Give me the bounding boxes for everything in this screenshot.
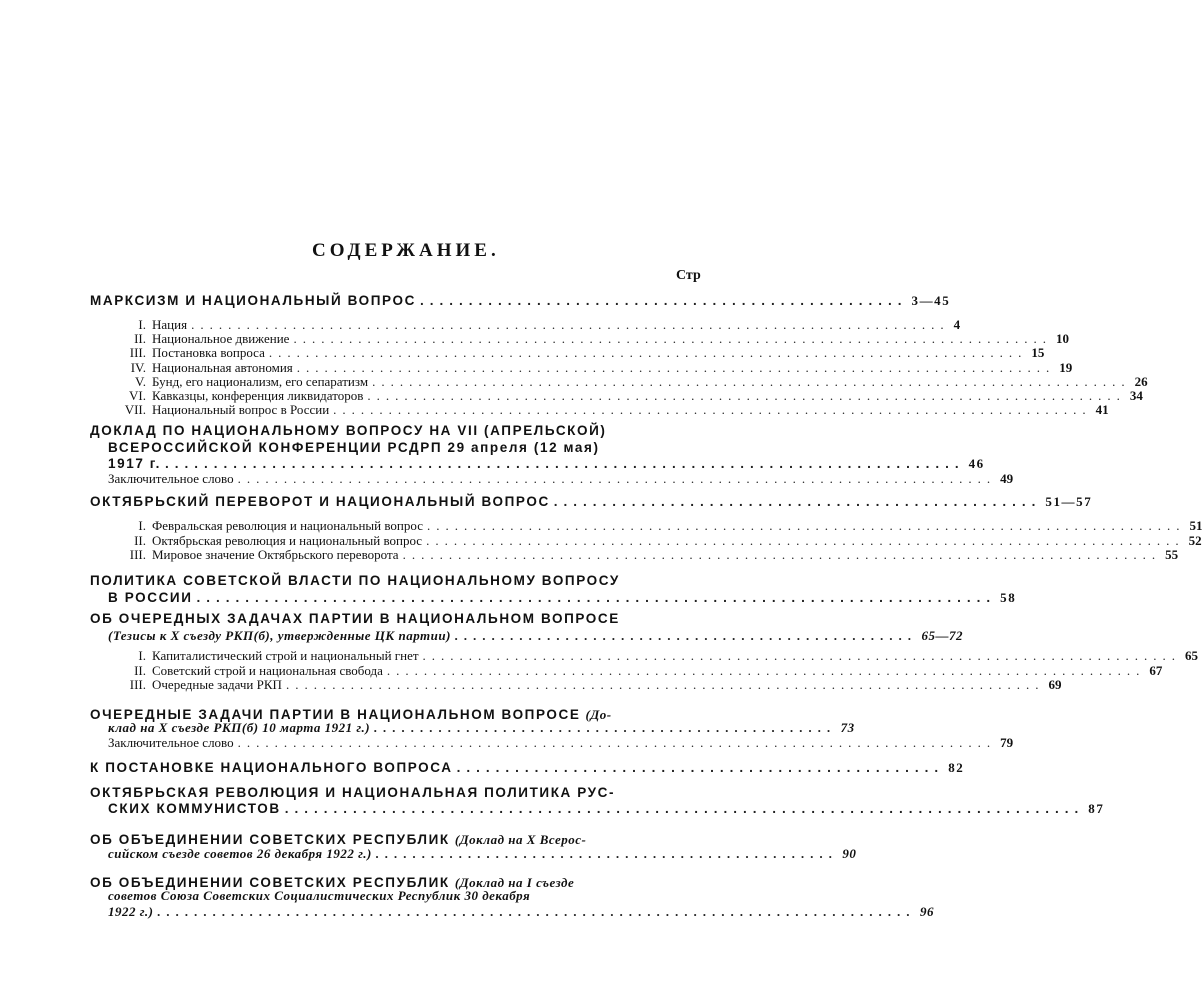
item-title: Очередные задачи РКП <box>152 677 282 692</box>
leader-dots: .................................................................................. <box>372 373 1131 389</box>
section-page: 96 <box>919 904 934 919</box>
toc-section-october[interactable] <box>90 494 1093 510</box>
page-title: СОДЕРЖАНИЕ. <box>312 240 500 261</box>
section-title: ОБ ОБЪЕДИНЕНИИ СОВЕТСКИХ РЕСПУБЛИК <box>90 875 450 890</box>
item-title: Советский строй и национальная свобода <box>152 662 383 678</box>
item-number: III. <box>129 547 146 562</box>
toc-section-october-policy-line2[interactable] <box>108 801 1105 817</box>
item-number: I. <box>138 518 146 533</box>
toc-section-report-vii-line3[interactable] <box>108 456 985 472</box>
toc-item-closing-word-1[interactable] <box>108 471 1014 487</box>
item-page: 55 <box>1165 547 1179 562</box>
leader-dots: .................................................................................. <box>333 402 1092 418</box>
section-pages: 3—45 <box>911 293 951 308</box>
item-page: 15 <box>1031 345 1045 361</box>
section-subtitle: (Тезисы к X съезду РКП(б), утвержденные ЦК партии) <box>108 628 451 643</box>
section-page: 87 <box>1088 801 1105 816</box>
leader-dots: .................................................. <box>419 293 908 308</box>
item-title: Бунд, его национализм, его сепаратизм <box>152 373 369 389</box>
item-number: I. <box>138 648 146 663</box>
item-page: 10 <box>1055 331 1069 347</box>
toc-item[interactable] <box>108 677 1062 693</box>
section-note-end: 1922 г.) <box>108 904 154 919</box>
item-title: Нация <box>152 317 188 332</box>
item-page: 34 <box>1129 388 1143 403</box>
section-pages: 65—72 <box>921 628 963 643</box>
section-title-end: 1917 г. <box>108 456 162 471</box>
toc-section-tasks-line1[interactable]: ОБ ОЧЕРЕДНЫХ ЗАДАЧАХ ПАРТИИ В НАЦИОНАЛЬНОМ ВОПРОСЕ <box>90 611 620 626</box>
section-title-end: СКИХ КОММУНИСТОВ <box>108 801 281 816</box>
toc-section-soviet-policy-line2[interactable] <box>108 590 1017 606</box>
item-title: Капиталистический строй и национальный гнет <box>152 648 419 663</box>
toc-section-soviet-policy-line1[interactable]: ПОЛИТИКА СОВЕТСКОЙ ВЛАСТИ ПО НАЦИОНАЛЬНОМУ ВОПРОСУ <box>90 573 620 588</box>
leader-dots: .................................................................................. <box>268 345 1028 361</box>
toc-item[interactable] <box>108 547 1179 563</box>
toc-section-report-vii-line1[interactable]: ДОКЛАД ПО НАЦИОНАЛЬНОМУ ВОПРОСУ НА VII (АПРЕЛЬСКОЙ) <box>90 423 607 438</box>
item-page: 19 <box>1059 359 1073 375</box>
item-title: Октябрьская революция и национальный вопрос <box>152 532 423 548</box>
toc-item-closing-word-2[interactable] <box>108 735 1014 751</box>
item-page: 65 <box>1185 648 1199 663</box>
item-page: 41 <box>1095 402 1109 418</box>
item-page: 4 <box>953 317 961 332</box>
item-title: Мировое значение Октябрьского переворота <box>152 547 399 562</box>
leader-dots: .................................................................................. <box>422 648 1182 663</box>
item-page: 79 <box>1000 735 1014 750</box>
item-title: Национальное движение <box>152 331 290 347</box>
leader-dots: .................................................. <box>375 846 839 861</box>
toc-section-national-question[interactable] <box>90 760 965 776</box>
item-page: 69 <box>1048 677 1062 692</box>
item-title: Кавказцы, конференция ликвидаторов <box>152 388 364 403</box>
section-pages: 51—57 <box>1045 494 1093 509</box>
section-page: 90 <box>842 846 857 861</box>
item-page: 49 <box>1000 471 1014 486</box>
toc-section-report-vii-line2[interactable]: ВСЕРОССИЙСКОЙ КОНФЕРЕНЦИИ РСДРП 29 апреля (12 мая) <box>108 440 600 455</box>
toc-section-october-policy-line1[interactable]: ОКТЯБРЬСКАЯ РЕВОЛЮЦИЯ И НАЦИОНАЛЬНАЯ ПОЛИТИКА РУС- <box>90 785 616 800</box>
item-number: VI. <box>129 388 146 403</box>
section-title: ОКТЯБРЬСКИЙ ПЕРЕВОРОТ И НАЦИОНАЛЬНЫЙ ВОПРОС <box>90 494 550 509</box>
leader-dots: .................................................................................. <box>237 735 997 750</box>
section-page: 73 <box>840 720 855 735</box>
item-title: Постановка вопроса <box>152 345 265 361</box>
toc-section-union-1-line2[interactable] <box>108 846 857 862</box>
leader-dots: .................................................. <box>456 760 945 775</box>
item-number: II. <box>134 331 146 347</box>
leader-dots: .................................................................................. <box>296 359 1056 375</box>
leader-dots: .................................................................................. <box>426 532 1185 548</box>
item-number: III. <box>129 677 146 692</box>
section-note: (Доклад на X Всерос- <box>454 832 587 847</box>
leader-dots: .................................................................................. <box>191 317 950 332</box>
section-title: ОЧЕРЕДНЫЕ ЗАДАЧИ ПАРТИИ В НАЦИОНАЛЬНОМ ВОПРОСЕ <box>90 707 581 722</box>
item-title: Национальная автономия <box>152 359 293 375</box>
leader-dots: .................................................................................. <box>157 904 916 919</box>
section-page: 58 <box>1000 590 1017 605</box>
item-title: Заключительное слово <box>108 471 234 486</box>
page-column-label: Стр <box>676 268 701 283</box>
item-title: Заключительное слово <box>108 735 234 750</box>
item-page: 51 <box>1189 518 1202 533</box>
section-title: ОБ ОБЪЕДИНЕНИИ СОВЕТСКИХ РЕСПУБЛИК <box>90 832 450 847</box>
leader-dots: .................................................................................. <box>386 662 1146 678</box>
leader-dots: .................................................................................. <box>165 456 965 471</box>
leader-dots: .................................................................................. <box>285 677 1045 692</box>
item-number: II. <box>134 662 146 678</box>
section-note-end: сийском съезде советов 26 декабря 1922 г.) <box>108 846 372 861</box>
leader-dots: .................................................................................. <box>293 331 1052 347</box>
section-page: 82 <box>948 760 965 775</box>
section-page: 46 <box>968 456 985 471</box>
toc-section-marxism[interactable] <box>90 293 951 309</box>
leader-dots: .................................................................................. <box>402 547 1162 562</box>
section-title: МАРКСИЗМ И НАЦИОНАЛЬНЫЙ ВОПРОС <box>90 293 416 308</box>
section-title-end: В РОССИИ <box>108 590 193 605</box>
section-note: (Доклад на I съезде <box>454 875 575 890</box>
item-number: IV. <box>130 359 146 375</box>
leader-dots: .................................................. <box>553 494 1042 509</box>
item-page: 52 <box>1188 532 1202 548</box>
section-title: К ПОСТАНОВКЕ НАЦИОНАЛЬНОГО ВОПРОСА <box>90 760 453 775</box>
leader-dots: .................................................. <box>454 628 918 643</box>
item-number: VII. <box>124 402 146 418</box>
item-number: II. <box>134 532 146 548</box>
toc-section-union-2-line2[interactable]: советов Союза Советских Социалистических Республик 30 декабря <box>108 888 531 903</box>
item-page: 67 <box>1149 662 1163 678</box>
item-page: 26 <box>1134 373 1148 389</box>
leader-dots: .................................................. <box>374 720 837 735</box>
toc-section-report-x-line2[interactable] <box>108 720 855 736</box>
leader-dots: .................................................................................. <box>196 590 997 605</box>
item-title: Февральская революция и национальный вопрос <box>152 518 423 533</box>
item-number: I. <box>138 317 146 332</box>
leader-dots: .................................................................................. <box>237 471 997 486</box>
section-note-end: клад на X съезде РКП(б) 10 марта 1921 г.) <box>108 720 371 735</box>
leader-dots: .................................................................................. <box>284 801 1085 816</box>
toc-section-union-2-line3[interactable] <box>108 904 934 920</box>
toc-item[interactable] <box>108 402 1109 418</box>
section-note: (До- <box>585 707 612 722</box>
toc-section-tasks-line2[interactable] <box>108 628 963 644</box>
leader-dots: .................................................................................. <box>426 518 1186 533</box>
item-number: III. <box>129 345 146 361</box>
leader-dots: .................................................................................. <box>367 388 1126 403</box>
item-title: Национальный вопрос в России <box>152 402 330 418</box>
item-number: V. <box>135 373 146 389</box>
